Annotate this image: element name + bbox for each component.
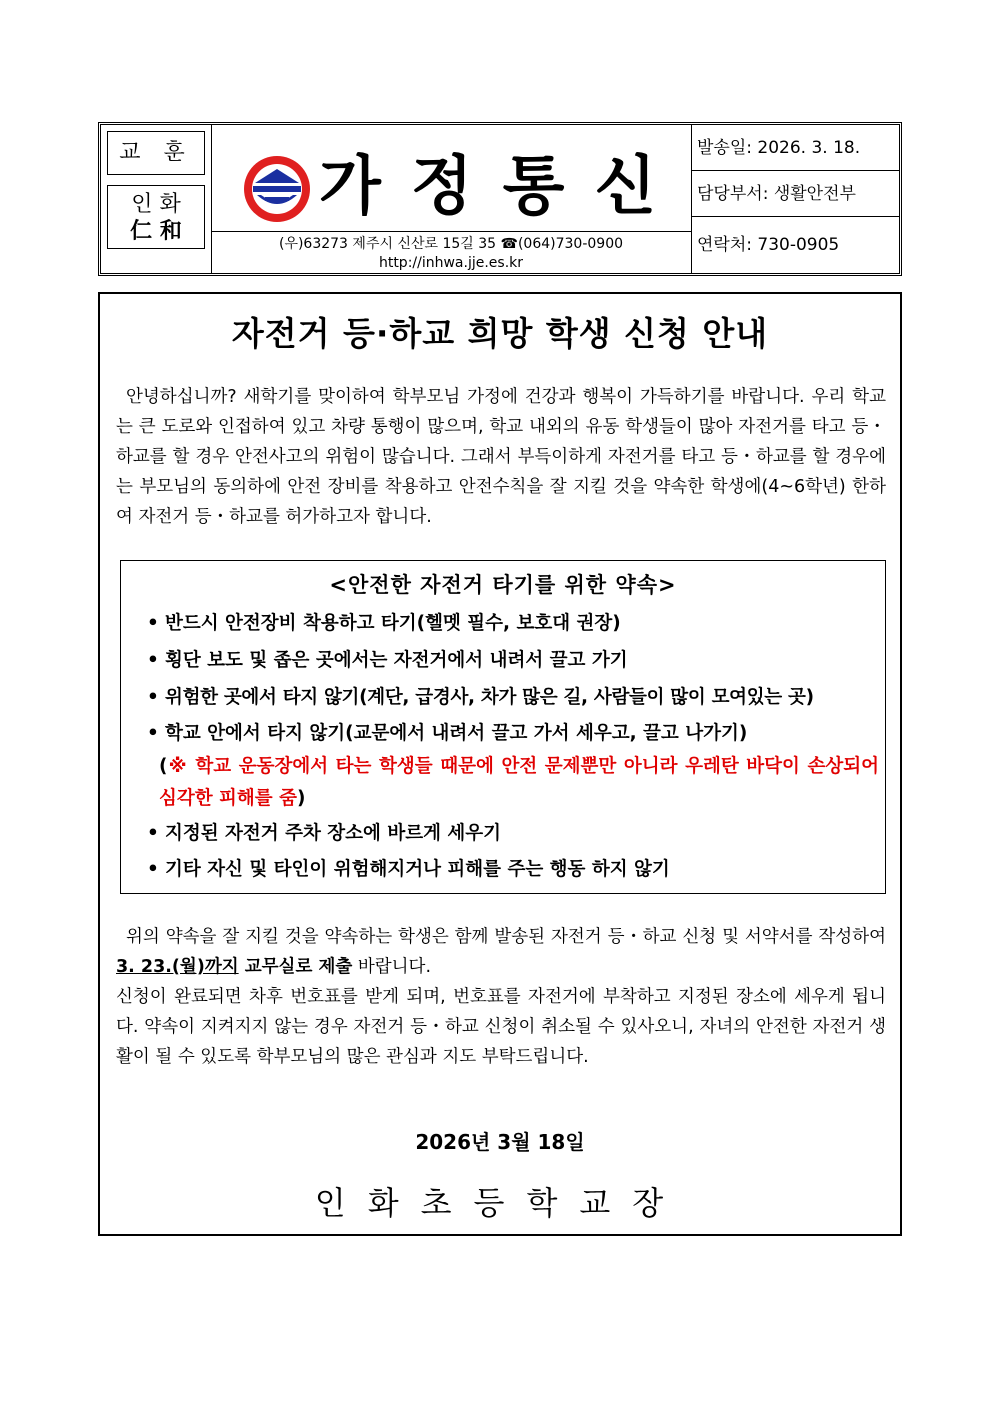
school-emblem-icon [241,153,313,225]
newsletter-header [98,122,902,276]
submit-place: 교무실로 제출 [238,957,353,977]
rule-item [147,819,501,845]
rule-text: 기타 자신 및 타인이 위험해지거나 피해를 주는 행동 하지 않기 [165,859,670,880]
rule-text: 지정된 자전거 주차 장소에 바르게 세우기 [165,823,502,844]
deadline: 3. 23.(월)까지 [116,957,239,977]
bullet: • [147,650,159,671]
letter-date: 2026년 3월 18일 [415,1130,585,1154]
school-address [211,235,691,273]
rule-item [147,646,628,672]
closing-paragraph [116,922,886,1072]
intro-paragraph [116,382,886,532]
bullet: • [147,823,159,844]
rule-text: 위험한 곳에서 타지 않기(계단, 급경사, 차가 많은 길, 사람들이 많이 모여있는 곳) [165,687,814,708]
letter-body [98,292,902,1236]
rule-item [147,609,621,635]
closing-text: 신청이 완료되면 차후 번호표를 받게 되며, 번호표를 자전거에 부착하고 지정된 장소에 세우게 됩니다. 약속이 지켜지지 않는 경우 자전거 등・하교 신청이 취소될 수 있사오니, 자녀의 안전한 자전거 생활이 될 수 있도록 학부모님의 많은 관심과 지도 부탁드립니다. [116,987,886,1067]
safety-rules-box [120,560,886,894]
motto-value-hanja: 仁 和 [130,218,182,244]
rule-text: 횡단 보도 및 좁은 곳에서는 자전거에서 내려서 끌고 가기 [165,650,628,671]
rule-text: 반드시 안전장비 착용하고 타기(헬멧 필수, 보호대 권장) [165,613,621,634]
newsletter-title: 가정통신 [319,150,687,224]
closing-text: 바랍니다. [352,957,432,977]
intro-text: 안녕하십니까? 새학기를 맞이하여 학부모님 가정에 건강과 행복이 가득하기를 바랍니다. 우리 학교는 큰 도로와 인접하여 있고 차량 통행이 많으며, 학교 내외의 유동 학생들이 많아 자전거를 타고 등・하교를 할 경우 안전사고의 위험이 많습니다. 그래서 부득이하게 자전거를 타고 등・하교를 할 경우에는 부모님의 동의하에 안전 장비를 착용하고 안전수칙을 잘 지킬 것을 약속한 학생에(4~6학년) 한하여 자전거 등・하교를 허가하고자 합니다. [116,387,886,527]
rule-item [147,719,747,745]
website-link[interactable]: http://inhwa.jje.es.kr [378,255,524,271]
page-title: 자전거 등·하교 희망 학생 신청 안내 [231,314,769,353]
bullet: • [147,613,159,634]
motto-value-korean: 인 화 [131,192,181,217]
note-paren: ) [296,788,306,809]
rules-heading: <안전한 자전거 타기를 위한 약속> [329,573,677,597]
note-paren: ( [159,756,168,777]
sent-date: 발송일: 2026. 3. 18. [691,125,899,171]
contact: 연락처: 730-0905 [697,235,840,255]
closing-text: 위의 약속을 잘 지킬 것을 약속하는 학생은 함께 발송된 자전거 등・하교 신청 및 서약서를 작성하여 [126,927,886,947]
rule-item [147,855,670,881]
department: 담당부서: 생활안전부 [691,171,899,217]
bullet: • [147,859,159,880]
rule-text: 학교 안에서 타지 않기(교문에서 내려서 끌고 가서 세우고, 끌고 나가기) [165,723,748,744]
rule-item [147,683,814,709]
bullet: • [147,687,159,708]
motto-label: 교 훈 [107,131,205,175]
address-divider [211,231,691,232]
signature: 인화초등학교장 [314,1184,686,1222]
address-text: (우)63273 제주시 신산로 15길 35 ☎(064)730-0900 [278,236,624,252]
warning-text: ※ 학교 운동장에서 타는 학생들 때문에 안전 문제뿐만 아니라 우레탄 바닥이 손상되어 심각한 피해를 줌 [159,756,879,809]
bullet: • [147,723,159,744]
motto-value [107,185,205,249]
warning-note [159,751,879,815]
